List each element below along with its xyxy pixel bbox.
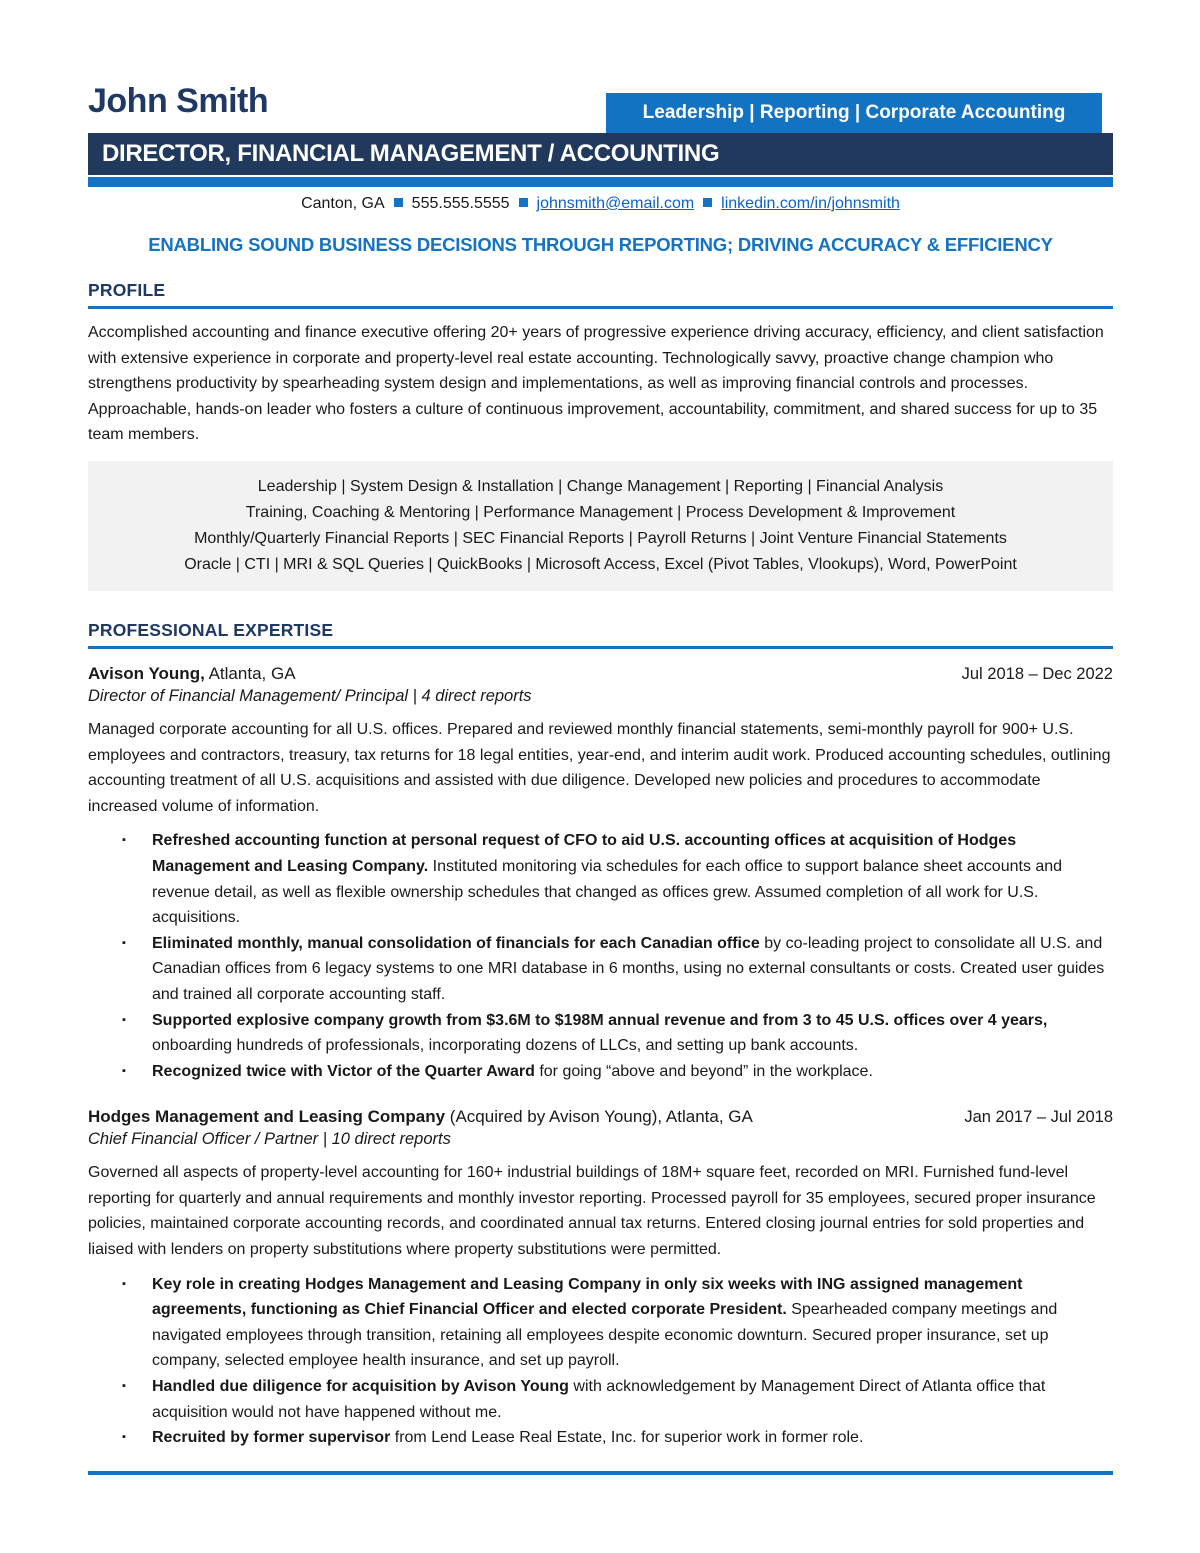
bullet-bold-text: Handled due diligence for acquisition by Avison Young	[152, 1378, 569, 1396]
company-location: Atlanta, GA	[204, 663, 296, 683]
skills-box	[88, 461, 1113, 591]
page-title: John Smith	[88, 82, 269, 120]
skill-line: Training, Coaching & Mentoring | Performance Management | Process Development & Improvement	[245, 503, 956, 521]
job-entry	[88, 664, 1113, 1084]
job-title-bar: DIRECTOR, FINANCIAL MANAGEMENT / ACCOUNTING	[88, 133, 1113, 175]
company-name: Avison Young,	[88, 663, 205, 683]
separator-square-icon	[394, 198, 403, 207]
company-line	[88, 1107, 753, 1127]
job-dates: Jan 2017 – Jul 2018	[964, 1108, 1113, 1127]
bullet-square-icon: ▪	[122, 1431, 126, 1444]
company-line	[88, 664, 296, 684]
job-summary: Governed all aspects of property-level accounting for 160+ industrial buildings of 18M+ square feet, recorded on MRI. Furnished fund-level reporting for quarterly and annual requirements and monthly investor reporting. Processed payroll for 35 employees, secured proper insurance policies, maintained corporate accounting records, and coordinated annual tax returns. Entered closing journal entries for sold properties and liaised with lenders on property substitutions where property substitutions were permitted.	[88, 1164, 1096, 1259]
expertise-section-heading: PROFESSIONAL EXPERTISE	[88, 620, 1113, 649]
job-role-line: Chief Financial Officer / Partner | 10 direct reports	[88, 1130, 451, 1149]
company-name: Hodges Management and Leasing Company	[88, 1107, 446, 1127]
bullet-square-icon: ▪	[122, 1277, 126, 1290]
email-link[interactable]: johnsmith@email.com	[536, 195, 695, 212]
profile-summary: Accomplished accounting and finance executive offering 20+ years of progressive experience driving accuracy, efficiency, and client satisfaction with extensive experience in corporate and property-level real estate accounting. Technologically savvy, proactive change champion who strengthens productivity by spearheading system design and implementations, as well as improving financial controls and processes. Approachable, hands-on leader who fosters a culture of continuous improvement, accountability, commitment, and shared success for up to 35 team members.	[88, 324, 1104, 444]
bullet-square-icon: ▪	[122, 1380, 126, 1393]
bullet-item	[88, 931, 1113, 1008]
job-summary: Managed corporate accounting for all U.S. offices. Prepared and reviewed monthly financial statements, semi-monthly payroll for 900+ U.S. employees and contractors, treasury, tax returns for 18 legal entities, year-end, and interim audit work. Produced accounting schedules, outlining accounting treatment of all U.S. acquisitions and assisted with due diligence. Developed new policies and procedures to accommodate increased volume of information.	[88, 720, 1111, 815]
bullet-square-icon: ▪	[122, 1064, 126, 1077]
job-header-row	[88, 1107, 1113, 1127]
company-location: (Acquired by Avison Young), Atlanta, GA	[445, 1107, 753, 1127]
bullet-bold-text: Recruited by former supervisor	[152, 1429, 391, 1447]
location-text: Canton, GA	[301, 195, 385, 212]
job-dates: Jul 2018 – Dec 2022	[961, 664, 1113, 683]
bullet-rest-text: onboarding hundreds of professionals, incorporating dozens of LLCs, and setting up bank accounts.	[152, 1037, 859, 1055]
bullet-rest-text: with acknowledgement by Management Direct of Atlanta office that acquisition would not have happened without me.	[152, 1378, 1046, 1421]
bullet-rest-text: Instituted monitoring via schedules for each office to support balance sheet accounts and revenue detail, as well as flexible ownership schedules that changed as offices grew. Assumed completion of all work for U.S. acquisitions.	[152, 857, 1063, 927]
bullet-bold-text: Recognized twice with Victor of the Quarter Award	[152, 1062, 535, 1080]
job-role-line: Director of Financial Management/ Principal | 4 direct reports	[88, 686, 532, 705]
contact-line	[88, 195, 1113, 213]
bullet-list	[88, 1272, 1113, 1451]
bullet-item	[88, 1272, 1113, 1374]
separator-square-icon	[519, 198, 528, 207]
accent-strip	[88, 177, 1113, 187]
bullet-bold-text: Refreshed accounting function at personal request of CFO to aid U.S. accounting offices at acquisition of Hodges Management and Leasing Company.	[152, 832, 1017, 875]
bullet-item	[88, 1374, 1113, 1425]
bullet-list	[88, 828, 1113, 1084]
bullet-rest-text: from Lend Lease Real Estate, Inc. for superior work in former role.	[390, 1429, 864, 1447]
resume-content	[88, 0, 1113, 1553]
profile-section-heading: PROFILE	[88, 280, 1113, 309]
job-header-row	[88, 664, 1113, 684]
bullet-item	[88, 1425, 1113, 1451]
specialty-badge: Leadership | Reporting | Corporate Accounting	[606, 93, 1102, 133]
bullet-rest-text: by co-leading project to consolidate all U.S. and Canadian offices from 6 legacy systems to one MRI database in 6 months, using no external consultants or costs. Created user guides and trained all corporate accounting staff.	[152, 934, 1105, 1003]
separator-square-icon	[703, 198, 712, 207]
bullet-item	[88, 1059, 1113, 1085]
footer-divider	[88, 1471, 1113, 1475]
skill-line: Oracle | CTI | MRI & SQL Queries | QuickBooks | Microsoft Access, Excel (Pivot Tables, Vlookups), Word, PowerPoint	[184, 555, 1017, 573]
value-headline: ENABLING SOUND BUSINESS DECISIONS THROUGH REPORTING; DRIVING ACCURACY & EFFICIENCY	[148, 234, 1053, 255]
job-entry	[88, 1107, 1113, 1451]
bullet-bold-text: Eliminated monthly, manual consolidation of financials for each Canadian office	[152, 934, 760, 952]
bullet-bold-text: Supported explosive company growth from $3.6M to $198M annual revenue and from 3 to 45 U.S. offices over 4 years,	[152, 1011, 1048, 1029]
bullet-square-icon: ▪	[122, 1013, 126, 1026]
skill-line: Leadership | System Design & Installation | Change Management | Reporting | Financial Analysis	[257, 477, 944, 495]
skill-line: Monthly/Quarterly Financial Reports | SEC Financial Reports | Payroll Returns | Joint Venture Financial Statements	[194, 529, 1007, 547]
bullet-square-icon: ▪	[122, 834, 126, 847]
bullet-rest-text: for going “above and beyond” in the workplace.	[534, 1062, 873, 1080]
phone-text: 555.555.5555	[411, 195, 510, 212]
bullet-item	[88, 1008, 1113, 1059]
bullet-bold-text: Key role in creating Hodges Management and Leasing Company in only six weeks with ING assigned management agreements, functioning as Chief Financial Officer and elected corporate President.	[152, 1275, 1023, 1319]
linkedin-link[interactable]: linkedin.com/in/johnsmith	[721, 195, 900, 212]
bullet-item	[88, 828, 1113, 930]
bullet-rest-text: Spearheaded company meetings and navigated employees through transition, retaining all employees despite economic downturn. Secured proper insurance, set up company, selected employee health insurance, and set up payroll.	[152, 1301, 1058, 1370]
bullet-square-icon: ▪	[122, 936, 126, 949]
